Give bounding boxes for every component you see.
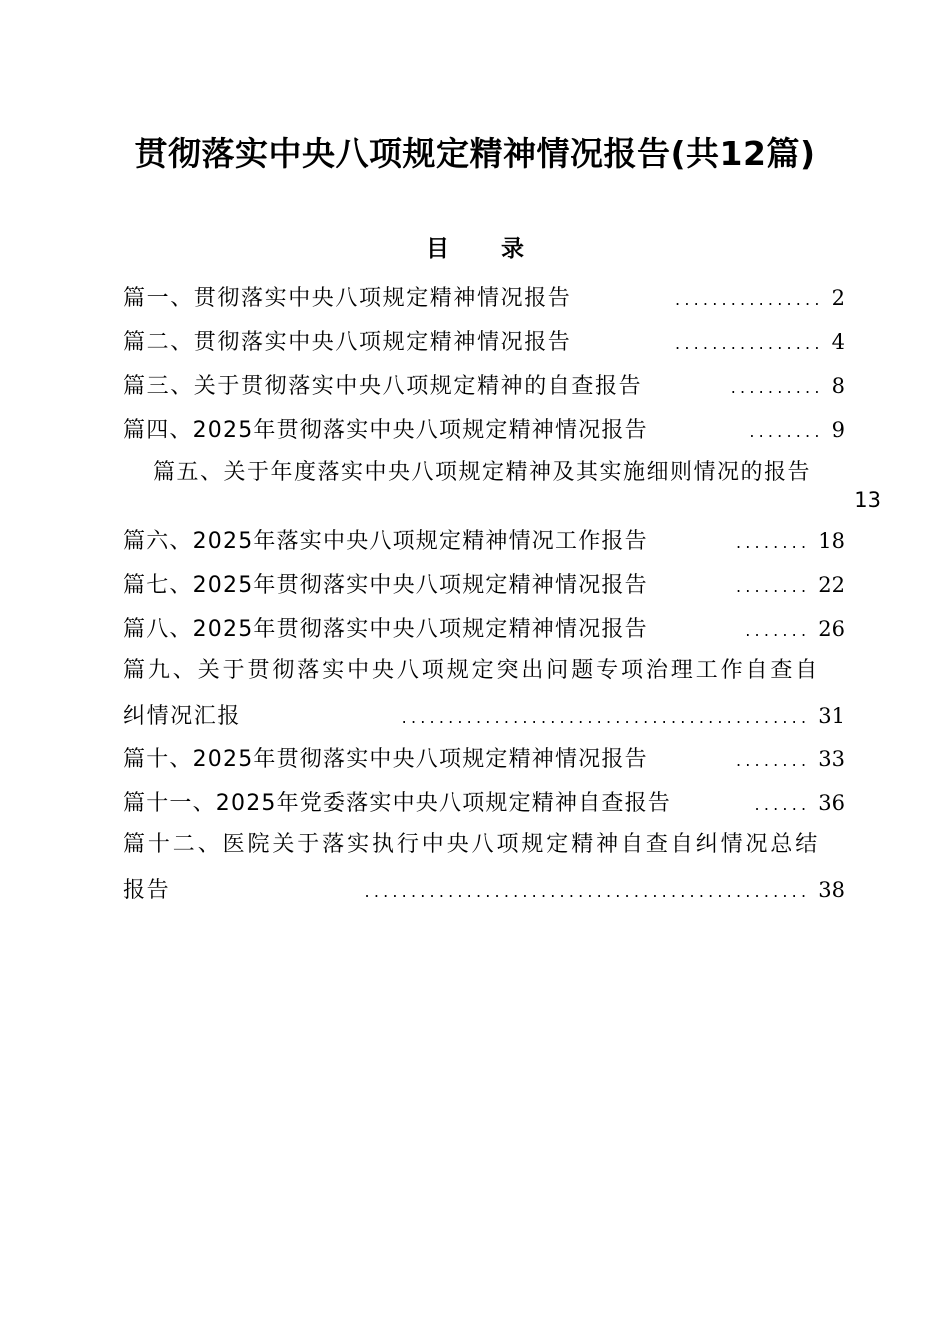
toc-entry[interactable] bbox=[123, 280, 845, 316]
toc-entry-line2[interactable] bbox=[123, 698, 845, 734]
toc-entry-line1[interactable] bbox=[123, 827, 845, 863]
toc-page-number: 2 bbox=[831, 286, 845, 310]
toc-entry[interactable] bbox=[123, 611, 845, 647]
toc-heading: 目 录 bbox=[425, 236, 546, 262]
toc-page-number: 13 bbox=[854, 488, 881, 512]
toc-entry-label: 篇五、关于年度落实中央八项规定精神及其实施细则情况的报告 bbox=[153, 460, 812, 485]
toc-leader-dots: ....... bbox=[745, 621, 811, 640]
toc-page-number: 36 bbox=[818, 791, 845, 815]
toc-leader-dots: ...... bbox=[754, 795, 811, 814]
toc-entry[interactable] bbox=[153, 455, 877, 491]
toc-leader-dots: ................ bbox=[675, 334, 824, 353]
toc-entry[interactable] bbox=[123, 785, 845, 821]
document-title: 贯彻落实中央八项规定精神情况报告(共12篇) bbox=[134, 134, 816, 173]
toc-entry-label: 篇二、贯彻落实中央八项规定精神情况报告 bbox=[123, 330, 572, 355]
toc-leader-dots: ................................................ bbox=[364, 882, 811, 901]
toc-entry-label: 篇十一、2025年党委落实中央八项规定精神自查报告 bbox=[123, 791, 671, 816]
toc-entry-label: 篇四、2025年贯彻落实中央八项规定精神情况报告 bbox=[123, 418, 648, 443]
toc-page-number: 9 bbox=[831, 418, 845, 442]
toc-page-number: 33 bbox=[818, 747, 845, 771]
toc-entry-label: 篇三、关于贯彻落实中央八项规定精神的自查报告 bbox=[123, 374, 643, 399]
toc-entry-line1[interactable] bbox=[123, 653, 845, 689]
toc-page-number: 4 bbox=[831, 330, 845, 354]
toc-page-number: 8 bbox=[831, 374, 845, 398]
toc-entry[interactable] bbox=[123, 412, 845, 448]
toc-page-number: 22 bbox=[818, 573, 845, 597]
toc-leader-dots: ........ bbox=[735, 751, 811, 770]
toc-leader-dots: ........ bbox=[749, 422, 824, 441]
toc-entry-line2[interactable] bbox=[123, 872, 845, 908]
toc-entry[interactable] bbox=[123, 741, 845, 777]
toc-entry-label: 纠情况汇报 bbox=[123, 704, 242, 729]
toc-leader-dots: ........ bbox=[735, 533, 811, 552]
toc-leader-dots: ................ bbox=[675, 290, 824, 309]
toc-leader-dots: ........ bbox=[735, 577, 811, 596]
toc-leader-dots: .......... bbox=[730, 378, 824, 397]
toc-entry-label: 篇九、关于贯彻落实中央八项规定突出问题专项治理工作自查自 bbox=[123, 658, 821, 683]
toc-page-number: 26 bbox=[818, 617, 845, 641]
toc-entry-label: 篇十二、医院关于落实执行中央八项规定精神自查自纠情况总结 bbox=[123, 832, 821, 857]
toc-entry-label: 篇七、2025年贯彻落实中央八项规定精神情况报告 bbox=[123, 573, 648, 598]
toc-page-number: 31 bbox=[818, 704, 845, 728]
toc-entry-label: 篇一、贯彻落实中央八项规定精神情况报告 bbox=[123, 286, 572, 311]
toc-entry[interactable] bbox=[123, 324, 845, 360]
toc-entry-label: 报告 bbox=[123, 878, 171, 903]
toc-entry-label: 篇八、2025年贯彻落实中央八项规定精神情况报告 bbox=[123, 617, 648, 642]
toc-entry-label: 篇六、2025年落实中央八项规定精神情况工作报告 bbox=[123, 529, 648, 554]
toc-entry[interactable] bbox=[123, 368, 845, 404]
toc-page-number: 38 bbox=[818, 878, 845, 902]
toc-entry[interactable] bbox=[123, 523, 845, 559]
toc-page-number: 18 bbox=[818, 529, 845, 553]
toc-entry[interactable] bbox=[123, 567, 845, 603]
toc-entry-label: 篇十、2025年贯彻落实中央八项规定精神情况报告 bbox=[123, 747, 648, 772]
toc-leader-dots: ............................................ bbox=[401, 708, 811, 727]
